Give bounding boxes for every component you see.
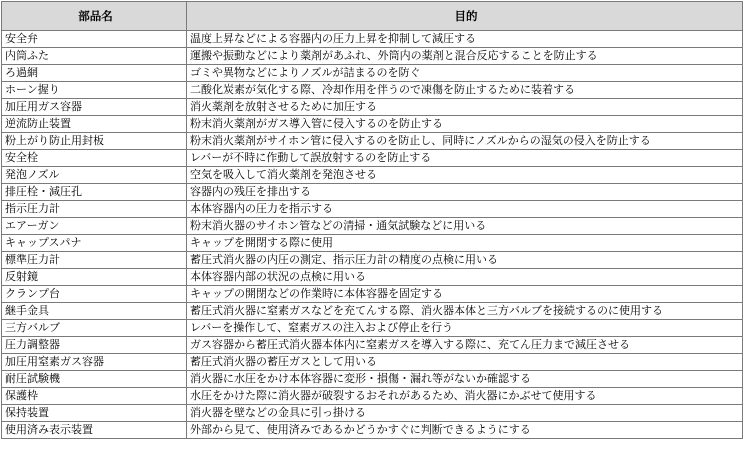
table-row [2,337,743,354]
part-name-cell: 反射鏡 [2,269,187,286]
part-name-cell: エアーガン [2,218,187,235]
part-name-cell: 加圧用窒素ガス容器 [2,354,187,371]
part-name-cell: 安全弁 [2,31,187,48]
part-name-cell: 逆流防止装置 [2,116,187,133]
table-row [2,388,743,405]
table-row [2,320,743,337]
purpose-cell: 二酸化炭素が気化する際、冷却作用を伴うので凍傷を防止するために装着する [187,82,743,99]
table-row [2,286,743,303]
part-name-cell: 保護枠 [2,388,187,405]
part-name-cell: 使用済み表示装置 [2,422,187,439]
purpose-cell: 粉末消火器のサイホン管などの清掃・通気試験などに用いる [187,218,743,235]
purpose-cell: 運搬や振動などにより薬剤があふれ、外筒内の薬剤と混合反応することを防止する [187,48,743,65]
part-name-cell: 内筒ふた [2,48,187,65]
table-row [2,167,743,184]
purpose-cell: レバーを操作して、窒素ガスの注入および停止を行う [187,320,743,337]
table-row [2,405,743,422]
purpose-cell: 蓄圧式消火器の蓄圧ガスとして用いる [187,354,743,371]
purpose-cell: キャップの開閉などの作業時に本体容器を固定する [187,286,743,303]
table-row [2,116,743,133]
table-row [2,184,743,201]
part-name-cell: キャップスパナ [2,235,187,252]
table-row [2,65,743,82]
table-row [2,133,743,150]
purpose-cell: キャップを開閉する際に使用 [187,235,743,252]
part-name-cell: 標準圧力計 [2,252,187,269]
purpose-cell: 容器内の残圧を排出する [187,184,743,201]
part-name-cell: 粉上がり防止用封板 [2,133,187,150]
purpose-cell: 蓄圧式消火器に窒素ガスなどを充てんする際、消火器本体と三方バルブを接続するのに使用する [187,303,743,320]
table-row [2,371,743,388]
table-row [2,422,743,439]
purpose-cell: 消火器に水圧をかけ本体容器に変形・損傷・漏れ等がないか確認する [187,371,743,388]
part-name-cell: 保持装置 [2,405,187,422]
table-row [2,354,743,371]
table-row [2,201,743,218]
parts-table-container [1,1,743,439]
part-name-cell: クランプ台 [2,286,187,303]
table-row [2,31,743,48]
header-purpose: 目的 [187,2,743,31]
part-name-cell: 耐圧試験機 [2,371,187,388]
purpose-cell: 温度上昇などによる容器内の圧力上昇を抑制して減圧する [187,31,743,48]
table-header-row [2,2,743,31]
part-name-cell: 三方バルブ [2,320,187,337]
table-row [2,218,743,235]
purpose-cell: ガス容器から蓄圧式消火器本体内に窒素ガスを導入する際に、充てん圧力まで減圧させる [187,337,743,354]
part-name-cell: 加圧用ガス容器 [2,99,187,116]
purpose-cell: ゴミや異物などによりノズルが詰まるのを防ぐ [187,65,743,82]
purpose-cell: 蓄圧式消火器の内圧の測定、指示圧力計の精度の点検に用いる [187,252,743,269]
purpose-cell: 本体容器内の圧力を指示する [187,201,743,218]
purpose-cell: 外部から見て、使用済みであるかどうかすぐに判断できるようにする [187,422,743,439]
table-row [2,48,743,65]
table-row [2,82,743,99]
part-name-cell: 排圧栓・減圧孔 [2,184,187,201]
header-part-name: 部品名 [2,2,187,31]
part-name-cell: 安全栓 [2,150,187,167]
part-name-cell: ろ過網 [2,65,187,82]
table-row [2,235,743,252]
purpose-cell: 消火薬剤を放射させるために加圧する [187,99,743,116]
purpose-cell: 消火器を壁などの金具に引っ掛ける [187,405,743,422]
table-body [2,31,743,439]
purpose-cell: 空気を吸入して消火薬剤を発泡させる [187,167,743,184]
purpose-cell: 粉末消火薬剤がサイホン管に侵入するのを防止し、同時にノズルからの湿気の侵入を防止する [187,133,743,150]
purpose-cell: 本体容器内部の状況の点検に用いる [187,269,743,286]
part-name-cell: 圧力調整器 [2,337,187,354]
part-name-cell: 継手金具 [2,303,187,320]
table-row [2,150,743,167]
part-name-cell: 発泡ノズル [2,167,187,184]
table-row [2,99,743,116]
parts-table [1,1,743,439]
table-row [2,269,743,286]
purpose-cell: レバーが不時に作動して誤放射するのを防止する [187,150,743,167]
table-row [2,252,743,269]
part-name-cell: ホーン握り [2,82,187,99]
part-name-cell: 指示圧力計 [2,201,187,218]
purpose-cell: 水圧をかけた際に消火器が破裂するおそれがあるため、消火器にかぶせて使用する [187,388,743,405]
table-row [2,303,743,320]
purpose-cell: 粉末消火薬剤がガス導入管に侵入するのを防止する [187,116,743,133]
